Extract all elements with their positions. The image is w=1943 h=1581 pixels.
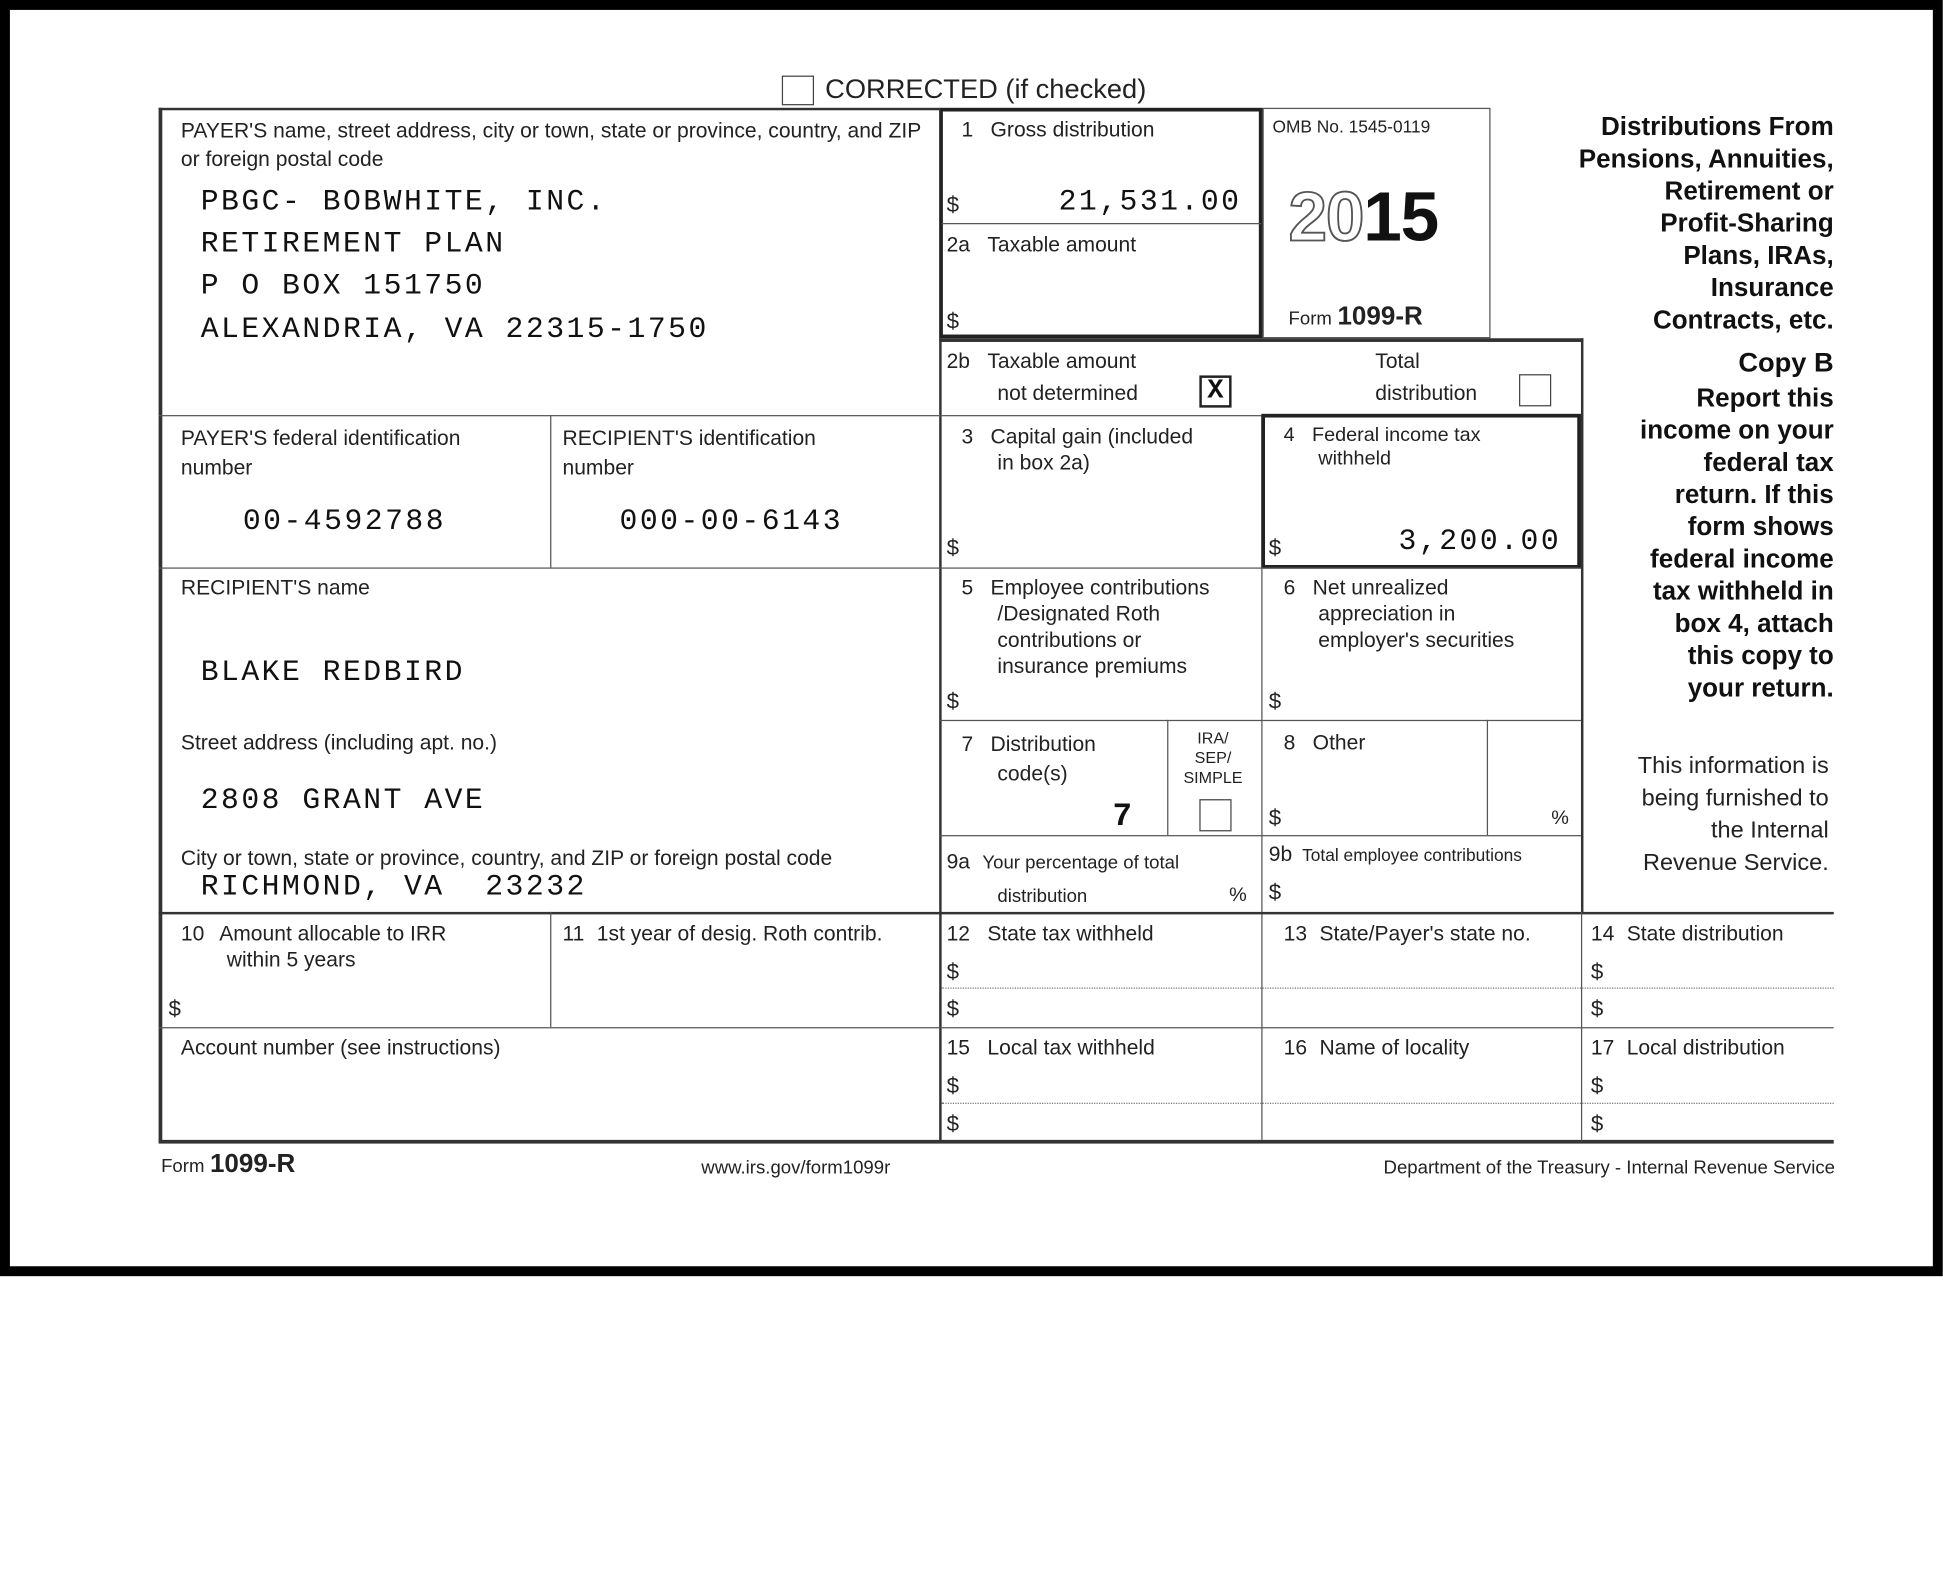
box14-currency-1: $ bbox=[1590, 958, 1604, 984]
payer-id-value: 00-4592788 bbox=[242, 505, 447, 539]
box7-label: 7 Distribution code(s) bbox=[961, 732, 1096, 786]
footer-department: Department of the Treasury - Internal Revenue Service bbox=[1383, 1157, 1835, 1179]
form-name-top: Form 1099-R bbox=[1288, 302, 1423, 331]
copy-b-instructions: Copy B Report this income on your federal tax return. If this form shows federal income tax withheld in box 4, attach this copy to your return. bbox=[1639, 346, 1834, 703]
box16-label: 16 Name of locality bbox=[1283, 1035, 1470, 1060]
box12-label: 12 State tax withheld bbox=[946, 921, 1154, 946]
corrected-checkbox[interactable] bbox=[782, 76, 814, 106]
box10-label: 10 Amount allocable to IRR within 5 years bbox=[180, 921, 447, 972]
box4-currency: $ bbox=[1268, 535, 1282, 561]
payer-id-label: PAYER'S federal identification number bbox=[180, 426, 461, 480]
box6-currency: $ bbox=[1268, 688, 1282, 714]
footer-url[interactable]: www.irs.gov/form1099r bbox=[701, 1157, 891, 1179]
box17-currency-2: $ bbox=[1590, 1111, 1604, 1137]
box2b-label: 2b Taxable amount not determined bbox=[946, 349, 1138, 406]
city-value: RICHMOND, VA 23232 bbox=[200, 871, 587, 905]
box14-currency-2: $ bbox=[1590, 996, 1604, 1021]
box7-value: 7 bbox=[1112, 797, 1132, 836]
footer-form-name: Form 1099-R bbox=[161, 1149, 296, 1179]
box9a-label: 9a Your percentage of total distribution bbox=[946, 849, 1180, 907]
recipient-id-value: 000-00-6143 bbox=[619, 505, 844, 539]
payer-label: PAYER'S name, street address, city or town, state or province, country, and ZIP or foreign postal code bbox=[180, 118, 921, 171]
payer-city-line: ALEXANDRIA, VA 22315-1750 bbox=[200, 313, 709, 347]
box1-value: 21,531.00 bbox=[1058, 185, 1242, 220]
box4-value: 3,200.00 bbox=[1398, 525, 1562, 559]
box6-label: 6 Net unrealized appreciation in employer's securities bbox=[1283, 576, 1515, 652]
street-label: Street address (including apt. no.) bbox=[180, 731, 498, 755]
box8-percent: % bbox=[1551, 807, 1569, 829]
box2b-checkbox[interactable]: X bbox=[1199, 375, 1231, 407]
info-notice: This information is being furnished to the Internal Revenue Service. bbox=[1637, 753, 1829, 876]
form-title: Distributions From Pensions, Annuities, Retirement or Profit-Sharing Plans, IRAs, Insurance Contracts, etc. bbox=[1578, 112, 1834, 335]
box12-currency-1: $ bbox=[946, 958, 960, 984]
box8-label: 8 Other bbox=[1283, 731, 1366, 755]
total-distribution-label: Total distribution bbox=[1375, 349, 1478, 406]
box1-currency: $ bbox=[946, 192, 960, 217]
payer-name-line2: RETIREMENT PLAN bbox=[200, 227, 506, 262]
box12-currency-2: $ bbox=[946, 996, 960, 1021]
omb-number: OMB No. 1545-0119 bbox=[1272, 116, 1431, 137]
recipient-name-value: BLAKE REDBIRD bbox=[200, 656, 465, 691]
box10-currency: $ bbox=[168, 996, 181, 1021]
box3-currency: $ bbox=[946, 535, 960, 561]
street-value: 2808 GRANT AVE bbox=[200, 784, 486, 818]
box3-label: 3 Capital gain (included in box 2a) bbox=[961, 424, 1194, 475]
box4-label: 4 Federal income tax withheld bbox=[1283, 424, 1481, 470]
box5-currency: $ bbox=[946, 688, 960, 714]
box9b-label: 9b Total employee contributions bbox=[1268, 842, 1522, 867]
payer-name-line1: PBGC- BOBWHITE, INC. bbox=[200, 185, 608, 220]
tax-year: 2015 bbox=[1288, 177, 1438, 256]
box14-label: 14 State distribution bbox=[1590, 921, 1784, 946]
recipient-name-label: RECIPIENT'S name bbox=[180, 576, 370, 600]
payer-address-line: P O BOX 151750 bbox=[200, 270, 486, 304]
box15-currency-1: $ bbox=[946, 1072, 960, 1098]
box15-label: 15 Local tax withheld bbox=[946, 1035, 1155, 1060]
city-label: City or town, state or province, country, and ZIP or foreign postal code bbox=[180, 846, 833, 870]
box17-currency-1: $ bbox=[1590, 1072, 1604, 1098]
box1-label: 1 Gross distribution bbox=[961, 117, 1155, 142]
account-label: Account number (see instructions) bbox=[180, 1035, 501, 1060]
ira-sep-simple-checkbox[interactable] bbox=[1199, 799, 1231, 831]
box13-label: 13 State/Payer's state no. bbox=[1283, 921, 1531, 946]
box15-currency-2: $ bbox=[946, 1111, 960, 1137]
box8-currency: $ bbox=[1268, 805, 1282, 831]
recipient-id-label: RECIPIENT'S identification number bbox=[562, 426, 816, 480]
box17-label: 17 Local distribution bbox=[1590, 1035, 1785, 1060]
box2a-currency: $ bbox=[946, 308, 960, 334]
box5-label: 5 Employee contributions /Designated Roth contributions or insurance premiums bbox=[961, 576, 1210, 678]
box9b-currency: $ bbox=[1268, 879, 1282, 905]
box2a-label: 2a Taxable amount bbox=[946, 232, 1137, 257]
ira-sep-simple-label: IRA/ SEP/ SIMPLE bbox=[1183, 728, 1243, 787]
box11-label: 11 1st year of desig. Roth contrib. bbox=[562, 921, 883, 946]
box9a-percent: % bbox=[1229, 884, 1247, 906]
total-distribution-checkbox[interactable] bbox=[1519, 374, 1551, 406]
corrected-label: CORRECTED (if checked) bbox=[825, 73, 1147, 105]
